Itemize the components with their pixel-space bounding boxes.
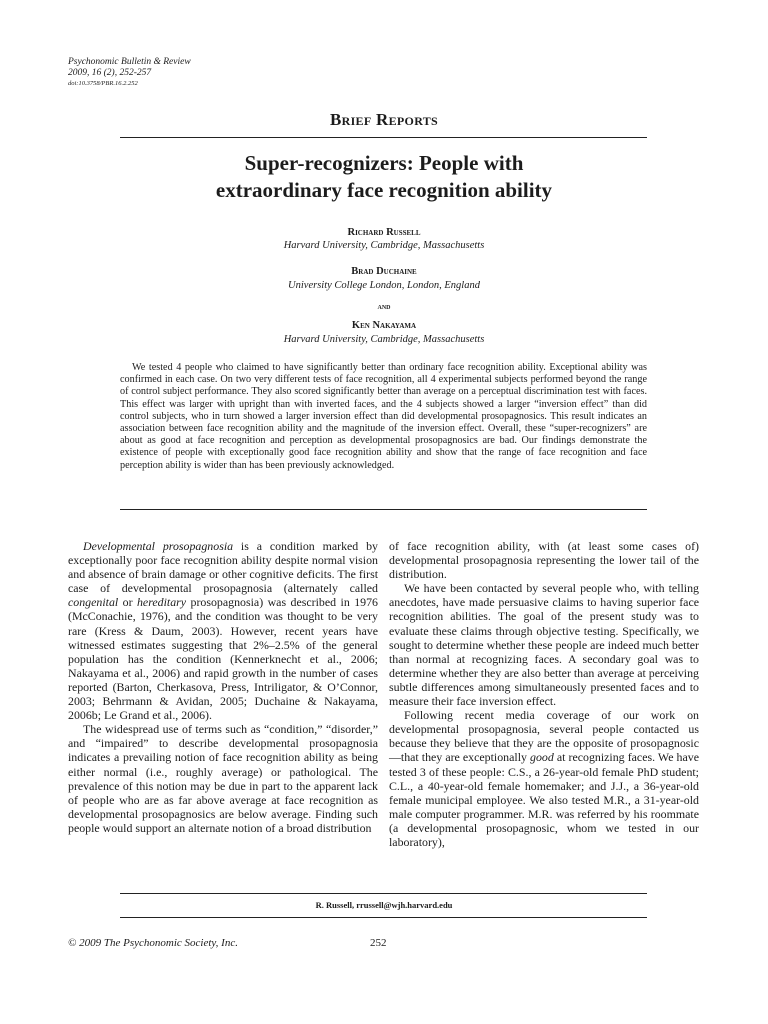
paragraph-intro: Developmental prosopagnosia is a condition marked by exceptionally poor face recognition ability despite normal vision and absence of brain damage or other cognitive deficits. The first case of developmental prosopagnosia (alternately called congenital or hereditary prosopagnosia) was described in 1976 (McConachie, 1976), and the condition was thought to be very rare (Kress & Daum, 2003). However, recent years have witnessed estimates suggesting that 2%–2.5% of the general population has the condition (Kennerknecht et al., 2006; Nakayama et al., 2006) and rapid growth in the number of cases reported (Barton, Cherkasova, Press, Intriligator, & O’Connor, 2003; Behrmann & Avidan, 2005; Duchaine & Nakayama, 2006b; Le Grand et al., 2006). — [68, 539, 378, 723]
body-column-right — [389, 539, 699, 849]
paragraph-continued: of face recognition ability, with (at least some cases of) developmental prosopagnosia representing the lower tail of the distribution. — [389, 539, 699, 582]
correspondence-rule-top — [120, 893, 647, 894]
journal-doi: doi:10.3758/PBR.16.2.252 — [68, 80, 138, 87]
correspondence-line: R. Russell, rrussell@wjh.harvard.edu — [315, 900, 453, 910]
paragraph-goals: We have been contacted by several people who, with telling anecdotes, have made persuasive claims to having superior face recognition abilities. The goal of the present study was to evaluate these claims through objective testing. Specifically, we sought to determine whether these people are indeed much better than normal at recognizing faces. A secondary goal was to determine whether they are also better than average at perceiving subtle differences among simultaneously presented faces and to measure their face inversion effect. — [389, 581, 699, 709]
journal-name: Psychonomic Bulletin & Review — [68, 57, 191, 67]
author-name-1: Richard Russell — [347, 227, 421, 238]
author-name-3: Ken Nakayama — [351, 320, 417, 331]
article-title-line-1: Super-recognizers: People with — [244, 151, 524, 175]
journal-issue: 2009, 16 (2), 252-257 — [68, 68, 152, 78]
top-rule — [120, 137, 647, 138]
term-good: good — [530, 750, 554, 765]
term-hereditary: hereditary — [136, 595, 187, 610]
page-number: 252 — [370, 937, 387, 949]
section-heading: Brief Reports — [329, 110, 439, 129]
article-title — [0, 150, 768, 204]
paragraph-subjects: Following recent media coverage of our work on developmental prosopagnosia, several people contacted us because they believe that they are the opposite of prosopagnosic—that they are exceptionally good at recognizing faces. We have tested 3 of these people: C.S., a 26-year-old female PhD student; C.L., a 40-year-old female homemaker; and J.J., a 36-year-old female municipal employee. We also tested M.R., a 31-year-old male computer programmer. M.R. was referred by his roommate (a developmental prosopagnosic, whom we tested in our laboratory), — [389, 708, 699, 849]
article-title-line-2: extraordinary face recognition ability — [215, 178, 553, 202]
author-affiliation-3: Harvard University, Cambridge, Massachusetts — [283, 334, 485, 345]
abstract-rule — [120, 509, 647, 510]
copyright-notice: © 2009 The Psychonomic Society, Inc. — [68, 937, 238, 949]
author-name-2: Brad Duchaine — [351, 266, 417, 277]
body-column-left — [68, 539, 378, 835]
abstract: We tested 4 people who claimed to have significantly better than ordinary face recognition ability. Exceptional ability was confirmed in each case. On two very different tests of face recognition, all 4 experimental subjects performed beyond the range of control subject performance. They also scored significantly better than average on a perceptual discrimination test with faces. This effect was larger with upright than with inverted faces, and the 4 subjects showed a larger “inversion effect” than did control subjects, who in turn showed a larger inversion effect than did developmental prosopagnosics. This result indicates an association between face recognition ability and the magnitude of the inversion effect. Overall, these “super-recognizers” are about as good at face recognition and perception as developmental prosopagnosics are bad. Our findings demonstrate the existence of people with exceptionally good face recognition ability and show that the range of face recognition and face perception ability is wider than has been previously acknowledged. — [120, 362, 647, 471]
author-conjunction: and — [377, 301, 391, 311]
author-affiliation-2: University College London, London, England — [288, 280, 480, 291]
term-developmental-prosopagnosia: Developmental prosopagnosia — [83, 539, 234, 553]
paragraph-terms: The widespread use of terms such as “condition,” “disorder,” and “impaired” to describe developmental prosopagnosia indicates a prevailing notion of face recognition ability as being either normal (i.e., roughly average) or pathological. The prevalence of this notion may be due in part to the apparent lack of people who are as far above average at face recognition as developmental prosopagnosics are below average. Finding such people would support an alternate notion of a broad distribution — [68, 722, 378, 835]
journal-citation — [68, 57, 191, 88]
author-affiliation-1: Harvard University, Cambridge, Massachusetts — [283, 240, 485, 251]
correspondence-rule-bottom — [120, 917, 647, 918]
term-congenital: congenital — [68, 595, 119, 610]
